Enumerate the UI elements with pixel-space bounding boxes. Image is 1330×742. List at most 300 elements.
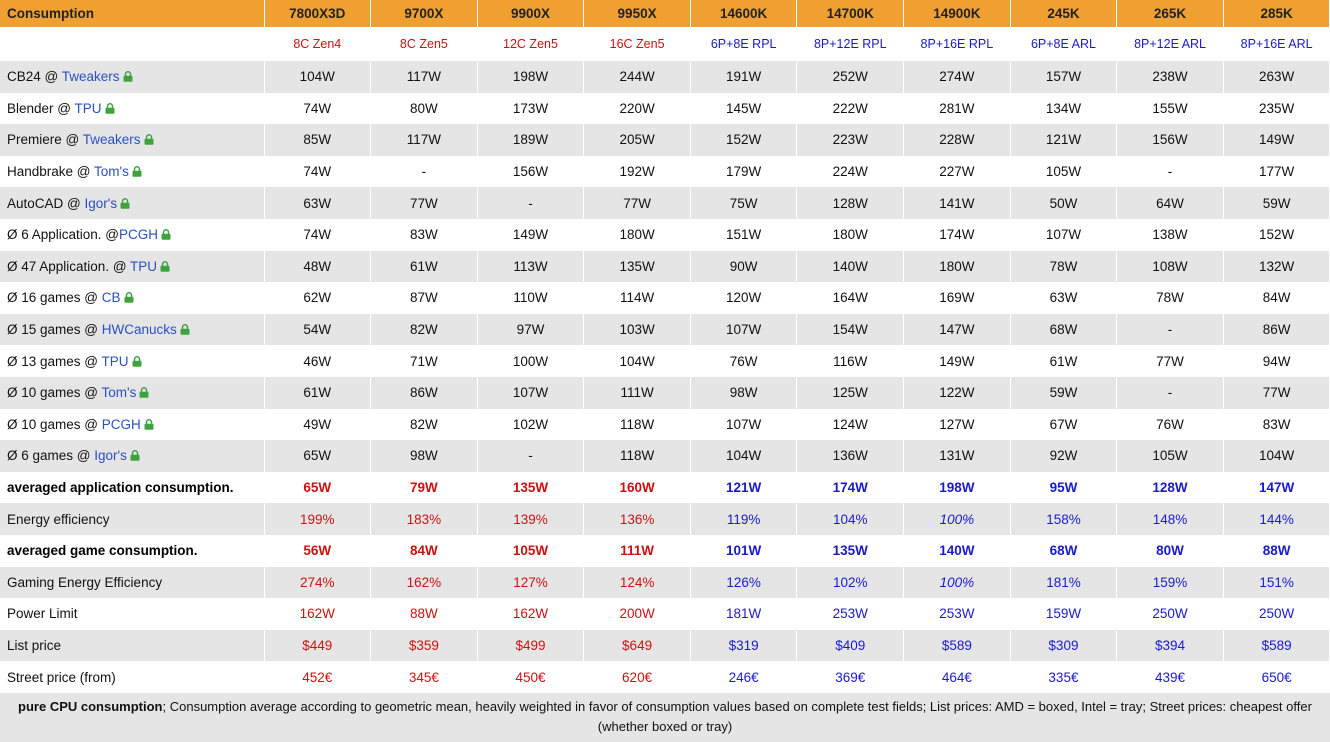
value-cell: 227W	[904, 156, 1011, 188]
core-config: 12C Zen5	[477, 27, 584, 61]
core-config: 6P+8E ARL	[1010, 27, 1117, 61]
value-cell: 147W	[904, 314, 1011, 346]
source-link[interactable]: Tom's	[101, 385, 137, 401]
value-cell: 205W	[584, 124, 691, 156]
value-cell: 75W	[690, 187, 797, 219]
value-cell: 85W	[264, 124, 371, 156]
value-cell: 74W	[264, 219, 371, 251]
value-cell: 117W	[371, 61, 478, 93]
summary-value: 88W	[371, 598, 478, 630]
row-label	[0, 61, 264, 93]
value-cell: -	[477, 187, 584, 219]
core-config: 8P+16E ARL	[1223, 27, 1330, 61]
row-label-text: AutoCAD @	[7, 195, 85, 211]
subheader-empty	[0, 27, 264, 61]
summary-value: 450€	[477, 661, 584, 693]
value-cell: 61W	[371, 251, 478, 283]
value-cell: 191W	[690, 61, 797, 93]
value-cell: 121W	[1010, 124, 1117, 156]
lock-icon	[123, 71, 133, 82]
core-config: 8P+12E RPL	[797, 27, 904, 61]
summary-value: $449	[264, 630, 371, 662]
core-config: 8C Zen4	[264, 27, 371, 61]
value-cell: 104W	[264, 61, 371, 93]
value-cell: 180W	[797, 219, 904, 251]
value-cell: 94W	[1223, 345, 1330, 377]
summary-value: 68W	[1010, 535, 1117, 567]
table-row	[0, 314, 1330, 346]
summary-value: 80W	[1117, 535, 1224, 567]
summary-value: 250W	[1223, 598, 1330, 630]
header-cpu: 7800X3D	[264, 0, 371, 27]
value-cell: 177W	[1223, 156, 1330, 188]
value-cell: 138W	[1117, 219, 1224, 251]
value-cell: -	[371, 156, 478, 188]
value-cell: 189W	[477, 124, 584, 156]
summary-value: 464€	[904, 661, 1011, 693]
value-cell: 77W	[1223, 377, 1330, 409]
lock-icon	[132, 356, 142, 367]
value-cell: 224W	[797, 156, 904, 188]
table-row	[0, 156, 1330, 188]
summary-value: 159W	[1010, 598, 1117, 630]
value-cell: 78W	[1010, 251, 1117, 283]
value-cell: 263W	[1223, 61, 1330, 93]
value-cell: 220W	[584, 93, 691, 125]
value-cell: -	[1117, 314, 1224, 346]
table-row	[0, 61, 1330, 93]
value-cell: 149W	[904, 345, 1011, 377]
value-cell: 134W	[1010, 93, 1117, 125]
row-label-text: Ø 15 games @	[7, 322, 102, 338]
summary-value: 439€	[1117, 661, 1224, 693]
core-config: 16C Zen5	[584, 27, 691, 61]
lock-icon	[132, 166, 142, 177]
value-cell: 107W	[1010, 219, 1117, 251]
value-cell: 244W	[584, 61, 691, 93]
row-label	[0, 187, 264, 219]
row-label	[0, 409, 264, 441]
summary-row	[0, 503, 1330, 535]
value-cell: 223W	[797, 124, 904, 156]
summary-value: 104%	[797, 503, 904, 535]
value-cell: 152W	[690, 124, 797, 156]
value-cell: 154W	[797, 314, 904, 346]
summary-row	[0, 567, 1330, 599]
source-link[interactable]: Tweakers	[82, 132, 141, 148]
summary-value: $589	[904, 630, 1011, 662]
summary-value: 151%	[1223, 567, 1330, 599]
lock-icon	[160, 261, 170, 272]
summary-value: 246€	[690, 661, 797, 693]
value-cell: 116W	[797, 345, 904, 377]
summary-value: $309	[1010, 630, 1117, 662]
value-cell: 164W	[797, 282, 904, 314]
summary-value: 650€	[1223, 661, 1330, 693]
table-row	[0, 93, 1330, 125]
value-cell: 152W	[1223, 219, 1330, 251]
value-cell: 82W	[371, 314, 478, 346]
value-cell: -	[1117, 377, 1224, 409]
summary-value: 181%	[1010, 567, 1117, 599]
header-cpu: 14700K	[797, 0, 904, 27]
value-cell: 149W	[477, 219, 584, 251]
value-cell: 97W	[477, 314, 584, 346]
summary-value: 162W	[264, 598, 371, 630]
value-cell: 118W	[584, 440, 691, 472]
row-label	[0, 156, 264, 188]
lock-icon	[139, 387, 149, 398]
value-cell: 76W	[1117, 409, 1224, 441]
value-cell: 77W	[1117, 345, 1224, 377]
value-cell: 107W	[477, 377, 584, 409]
footer-note	[0, 693, 1330, 742]
value-cell: 77W	[584, 187, 691, 219]
row-label	[0, 314, 264, 346]
row-label	[0, 377, 264, 409]
source-link[interactable]: Igor's	[84, 195, 118, 211]
row-label	[0, 219, 264, 251]
summary-value: 111W	[584, 535, 691, 567]
summary-value: 127%	[477, 567, 584, 599]
value-cell: 136W	[797, 440, 904, 472]
summary-value: 128W	[1117, 472, 1224, 504]
value-cell: 84W	[1223, 282, 1330, 314]
row-label-text: Ø 47 Application. @	[7, 258, 131, 274]
header-cpu: 14600K	[690, 0, 797, 27]
value-cell: 107W	[690, 314, 797, 346]
value-cell: 113W	[477, 251, 584, 283]
footer-bold: pure CPU consumption	[18, 698, 163, 714]
value-cell: 98W	[371, 440, 478, 472]
value-cell: 179W	[690, 156, 797, 188]
source-link[interactable]: TPU	[101, 353, 129, 369]
value-cell: 98W	[690, 377, 797, 409]
summary-value: 140W	[904, 535, 1011, 567]
summary-value: 452€	[264, 661, 371, 693]
value-cell: 82W	[371, 409, 478, 441]
value-cell: 141W	[904, 187, 1011, 219]
value-cell: 105W	[1117, 440, 1224, 472]
value-cell: 192W	[584, 156, 691, 188]
value-cell: -	[477, 440, 584, 472]
value-cell: 118W	[584, 409, 691, 441]
value-cell: 140W	[797, 251, 904, 283]
summary-label: List price	[0, 630, 264, 662]
summary-label: Energy efficiency	[0, 503, 264, 535]
lock-icon	[124, 292, 134, 303]
summary-row	[0, 661, 1330, 693]
value-cell: 71W	[371, 345, 478, 377]
summary-value: 369€	[797, 661, 904, 693]
row-label	[0, 124, 264, 156]
value-cell: 77W	[371, 187, 478, 219]
summary-value: 139%	[477, 503, 584, 535]
source-link[interactable]: TPU	[74, 100, 102, 116]
lock-icon	[130, 450, 140, 461]
value-cell: 80W	[371, 93, 478, 125]
summary-value: $409	[797, 630, 904, 662]
value-cell: 174W	[904, 219, 1011, 251]
lock-icon	[180, 324, 190, 335]
summary-value: 100%	[904, 567, 1011, 599]
value-cell: 156W	[1117, 124, 1224, 156]
core-config: 8C Zen5	[371, 27, 478, 61]
table-row	[0, 187, 1330, 219]
row-label-text: Ø 6 games @	[7, 448, 95, 464]
value-cell: 235W	[1223, 93, 1330, 125]
summary-value: 100%	[904, 503, 1011, 535]
lock-icon	[120, 198, 130, 209]
value-cell: 104W	[1223, 440, 1330, 472]
summary-value: 200W	[584, 598, 691, 630]
value-cell: 222W	[797, 93, 904, 125]
value-cell: 180W	[904, 251, 1011, 283]
value-cell: 173W	[477, 93, 584, 125]
value-cell: 61W	[264, 377, 371, 409]
row-label-text: Ø 10 games @	[7, 416, 102, 432]
lock-icon	[161, 229, 171, 240]
value-cell: 114W	[584, 282, 691, 314]
summary-value: $589	[1223, 630, 1330, 662]
value-cell: 124W	[797, 409, 904, 441]
table-row	[0, 251, 1330, 283]
summary-value: 84W	[371, 535, 478, 567]
value-cell: 86W	[1223, 314, 1330, 346]
summary-value: 148%	[1117, 503, 1224, 535]
summary-value: 65W	[264, 472, 371, 504]
value-cell: 100W	[477, 345, 584, 377]
summary-value: 162W	[477, 598, 584, 630]
value-cell: 61W	[1010, 345, 1117, 377]
value-cell: 127W	[904, 409, 1011, 441]
core-config: 8P+12E ARL	[1117, 27, 1224, 61]
value-cell: 78W	[1117, 282, 1224, 314]
table-row	[0, 219, 1330, 251]
footer-text: ; Consumption average according to geometric mean, heavily weighted in favor of consumption values based on complete test fields; List prices: AMD = boxed, Intel = tray; Street prices: cheapest offer (whether boxed or tray)	[162, 698, 1312, 734]
summary-value: 144%	[1223, 503, 1330, 535]
value-cell: 128W	[797, 187, 904, 219]
summary-value: 124%	[584, 567, 691, 599]
summary-value: 136%	[584, 503, 691, 535]
summary-value: 119%	[690, 503, 797, 535]
value-cell: 67W	[1010, 409, 1117, 441]
summary-row	[0, 472, 1330, 504]
value-cell: 107W	[690, 409, 797, 441]
core-config: 6P+8E RPL	[690, 27, 797, 61]
value-cell: 83W	[371, 219, 478, 251]
header-cpu: 265K	[1117, 0, 1224, 27]
summary-value: 102%	[797, 567, 904, 599]
summary-row	[0, 598, 1330, 630]
table-row	[0, 409, 1330, 441]
value-cell: 125W	[797, 377, 904, 409]
value-cell: 59W	[1223, 187, 1330, 219]
value-cell: 157W	[1010, 61, 1117, 93]
header-row	[0, 0, 1330, 27]
value-cell: 120W	[690, 282, 797, 314]
value-cell: 108W	[1117, 251, 1224, 283]
summary-value: 253W	[797, 598, 904, 630]
summary-label: Power Limit	[0, 598, 264, 630]
value-cell: 65W	[264, 440, 371, 472]
header-cpu: 9900X	[477, 0, 584, 27]
value-cell: 169W	[904, 282, 1011, 314]
value-cell: 104W	[690, 440, 797, 472]
lock-icon	[105, 103, 115, 114]
source-link[interactable]: Tweakers	[61, 69, 120, 85]
source-link[interactable]: TPU	[130, 258, 158, 274]
table-row	[0, 440, 1330, 472]
row-label-text: CB24 @	[7, 69, 62, 85]
value-cell: 50W	[1010, 187, 1117, 219]
header-cpu: 285K	[1223, 0, 1330, 27]
value-cell: 105W	[1010, 156, 1117, 188]
summary-value: 345€	[371, 661, 478, 693]
value-cell: 62W	[264, 282, 371, 314]
value-cell: 63W	[1010, 282, 1117, 314]
summary-value: $394	[1117, 630, 1224, 662]
value-cell: 76W	[690, 345, 797, 377]
summary-value: 56W	[264, 535, 371, 567]
header-cpu: 14900K	[904, 0, 1011, 27]
value-cell: 151W	[690, 219, 797, 251]
summary-value: 335€	[1010, 661, 1117, 693]
value-cell: 104W	[584, 345, 691, 377]
value-cell: 132W	[1223, 251, 1330, 283]
summary-value: $499	[477, 630, 584, 662]
value-cell: 135W	[584, 251, 691, 283]
value-cell: 59W	[1010, 377, 1117, 409]
summary-label: averaged application consumption.	[0, 472, 264, 504]
value-cell: 74W	[264, 156, 371, 188]
value-cell: 198W	[477, 61, 584, 93]
summary-row	[0, 630, 1330, 662]
lock-icon	[144, 419, 154, 430]
subheader-row	[0, 27, 1330, 61]
row-label-text: Ø 13 games @	[7, 353, 102, 369]
value-cell: 83W	[1223, 409, 1330, 441]
summary-value: 274%	[264, 567, 371, 599]
summary-label: Gaming Energy Efficiency	[0, 567, 264, 599]
row-label	[0, 345, 264, 377]
value-cell: -	[1117, 156, 1224, 188]
value-cell: 180W	[584, 219, 691, 251]
value-cell: 54W	[264, 314, 371, 346]
row-label	[0, 440, 264, 472]
summary-value: 159%	[1117, 567, 1224, 599]
row-label-text: Handbrake @	[7, 164, 95, 180]
header-cpu: 9700X	[371, 0, 478, 27]
table-row	[0, 124, 1330, 156]
value-cell: 103W	[584, 314, 691, 346]
summary-value: 620€	[584, 661, 691, 693]
summary-value: 135W	[477, 472, 584, 504]
value-cell: 87W	[371, 282, 478, 314]
summary-label: Street price (from)	[0, 661, 264, 693]
row-label	[0, 282, 264, 314]
row-label-text: Ø 6 Application. @	[7, 227, 120, 243]
source-link[interactable]: Igor's	[94, 448, 127, 464]
row-label-text: Ø 10 games @	[7, 385, 102, 401]
summary-value: $359	[371, 630, 478, 662]
summary-value: 147W	[1223, 472, 1330, 504]
summary-value: $319	[690, 630, 797, 662]
row-label-text: Blender @	[7, 100, 75, 116]
lock-icon	[144, 134, 154, 145]
value-cell: 63W	[264, 187, 371, 219]
table-row	[0, 282, 1330, 314]
summary-value: 183%	[371, 503, 478, 535]
value-cell: 46W	[264, 345, 371, 377]
core-config: 8P+16E RPL	[904, 27, 1011, 61]
value-cell: 149W	[1223, 124, 1330, 156]
summary-value: 88W	[1223, 535, 1330, 567]
summary-value: 126%	[690, 567, 797, 599]
summary-row	[0, 535, 1330, 567]
table-row	[0, 377, 1330, 409]
value-cell: 68W	[1010, 314, 1117, 346]
summary-value: 253W	[904, 598, 1011, 630]
source-link[interactable]: Tom's	[94, 164, 129, 180]
summary-value: 158%	[1010, 503, 1117, 535]
summary-value: 181W	[690, 598, 797, 630]
value-cell: 110W	[477, 282, 584, 314]
header-consumption: Consumption	[0, 0, 264, 27]
source-link[interactable]: PCGH	[119, 227, 159, 243]
summary-value: 101W	[690, 535, 797, 567]
row-label	[0, 93, 264, 125]
value-cell: 117W	[371, 124, 478, 156]
summary-value: 174W	[797, 472, 904, 504]
value-cell: 111W	[584, 377, 691, 409]
source-link[interactable]: CB	[101, 290, 121, 306]
value-cell: 64W	[1117, 187, 1224, 219]
value-cell: 131W	[904, 440, 1011, 472]
summary-value: 121W	[690, 472, 797, 504]
value-cell: 155W	[1117, 93, 1224, 125]
row-label-text: Premiere @	[7, 132, 83, 148]
source-link[interactable]: HWCanucks	[101, 322, 177, 338]
summary-value: 160W	[584, 472, 691, 504]
summary-value: 198W	[904, 472, 1011, 504]
value-cell: 49W	[264, 409, 371, 441]
value-cell: 145W	[690, 93, 797, 125]
summary-value: 95W	[1010, 472, 1117, 504]
value-cell: 48W	[264, 251, 371, 283]
summary-label: averaged game consumption.	[0, 535, 264, 567]
summary-value: 250W	[1117, 598, 1224, 630]
value-cell: 92W	[1010, 440, 1117, 472]
summary-value: 135W	[797, 535, 904, 567]
value-cell: 122W	[904, 377, 1011, 409]
source-link[interactable]: PCGH	[101, 416, 141, 432]
value-cell: 90W	[690, 251, 797, 283]
row-label-text: Ø 16 games @	[7, 290, 102, 306]
summary-value: 162%	[371, 567, 478, 599]
value-cell: 86W	[371, 377, 478, 409]
table-row	[0, 345, 1330, 377]
summary-value: 79W	[371, 472, 478, 504]
value-cell: 74W	[264, 93, 371, 125]
summary-value: $649	[584, 630, 691, 662]
value-cell: 238W	[1117, 61, 1224, 93]
header-cpu: 245K	[1010, 0, 1117, 27]
value-cell: 281W	[904, 93, 1011, 125]
summary-value: 199%	[264, 503, 371, 535]
header-cpu: 9950X	[584, 0, 691, 27]
value-cell: 274W	[904, 61, 1011, 93]
